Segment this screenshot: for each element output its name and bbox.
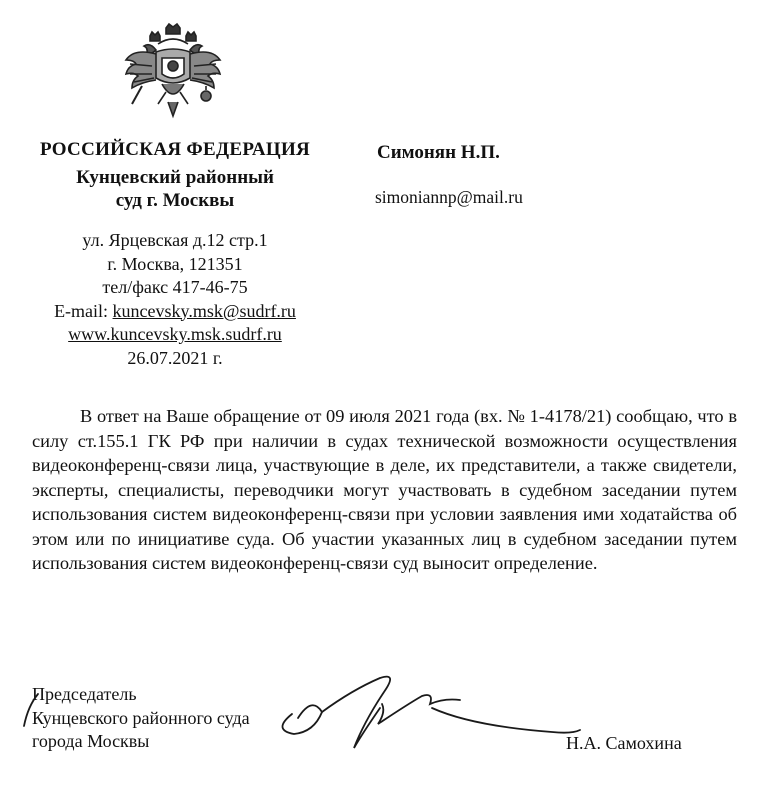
handwritten-signature-icon — [22, 668, 582, 758]
email-label: E-mail: — [54, 300, 109, 321]
address-phone: тел/факс 417-46-75 — [102, 277, 248, 297]
issuer-address — [20, 229, 330, 370]
issuer-country: РОССИЙСКАЯ ФЕДЕРАЦИЯ — [39, 139, 311, 160]
russian-coat-of-arms-icon — [122, 22, 224, 122]
signatory-title-line1: Председатель — [32, 684, 137, 704]
address-email-row — [20, 300, 330, 324]
letter-date: 26.07.2021 г. — [127, 347, 223, 368]
signatory-title-line3: города Москвы — [32, 731, 150, 751]
address-street: ул. Ярцевская д.12 стр.1 — [82, 230, 268, 250]
address-city: г. Москва, 121351 — [107, 253, 243, 274]
court-name-line1: Кунцевский районный — [76, 167, 274, 188]
signatory-title-line2: Кунцевского районного суда — [32, 707, 250, 728]
issuer-court-name — [20, 166, 330, 212]
recipient-name: Симонян Н.П. — [377, 142, 500, 163]
court-name-line2: суд г. Москвы — [115, 190, 235, 211]
recipient-email: simoniannp@mail.ru — [375, 187, 523, 207]
issuer-website-link[interactable]: www.kuncevsky.msk.sudrf.ru — [68, 324, 282, 344]
issuer-email-link[interactable]: kuncevsky.msk@sudrf.ru — [112, 300, 296, 321]
body-paragraph: В ответ на Ваше обращение от 09 июля 2021 года (вх. № 1-4178/21) сообщаю, что в силу ст.155.1 ГК РФ при наличии в судах технической возможности осуществления видеоконференц-связи лица, участвующие в деле, их представители, а также свидетели, эксперты, специалисты, переводчики могут участвовать в судебном заседании путем использования систем видеоконференц-связи при условии заявления ими ходатайства об этом или по инициативе суда. Об участии указанных лиц в судебном заседании путем использования систем видеоконференц-связи суд выносит определение. — [32, 406, 737, 573]
letter-body — [32, 404, 737, 576]
signatory-name: Н.А. Самохина — [566, 733, 682, 753]
